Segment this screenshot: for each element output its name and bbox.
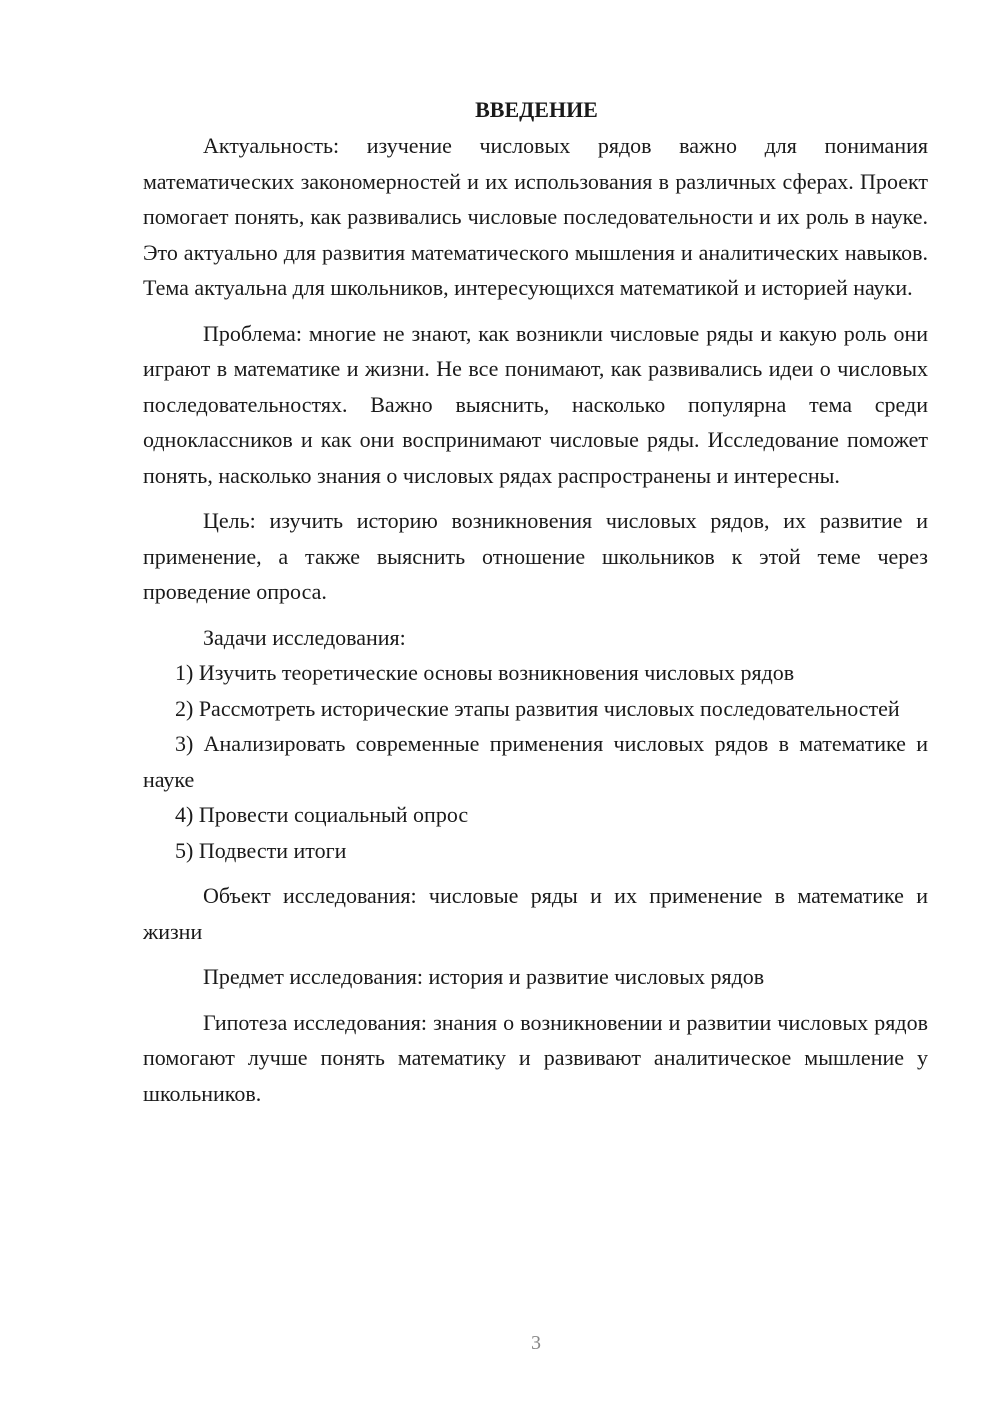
page-title: ВВЕДЕНИЕ (475, 97, 598, 122)
document-page (143, 92, 928, 1111)
page-number: 3 (531, 1332, 541, 1354)
task-item-2: 2) Рассмотреть исторические этапы развития числовых последовательностей (175, 695, 900, 721)
object-paragraph: Объект исследования: числовые ряды и их применение в математике и жизни (143, 883, 928, 944)
goal-paragraph: Цель: изучить историю возникновения числовых рядов, их развитие и применение, а также выяснить отношение школьников к этой теме через проведение опроса. (143, 508, 928, 604)
hypothesis-paragraph: Гипотеза исследования: знания о возникновении и развитии числовых рядов помогают лучше понять математику и развивают аналитическое мышление у школьников. (143, 1009, 928, 1106)
tasks-title: Задачи исследования: (203, 624, 406, 650)
task-item-5: 5) Подвести итоги (175, 837, 347, 863)
relevance-paragraph: Актуальность: изучение числовых рядов важно для понимания математических закономерностей и их использования в различных сферах. Проект помогает понять, как развивались числовые последовательности и их роль в науке. Это актуально для развития математического мышления и аналитических навыков. Тема актуальна для школьников, интересующихся математикой и историей науки. (143, 133, 928, 300)
task-item-3: 3) Анализировать современные применения числовых рядов в математике и науке (143, 731, 928, 792)
task-item-4: 4) Провести социальный опрос (175, 802, 469, 827)
problem-paragraph: Проблема: многие не знают, как возникли числовые ряды и какую роль они играют в математике и жизни. Не все понимают, как развивались идеи о числовых последовательностях. Важно выяснить, насколько популярна тема среди одноклассников и как они воспринимают числовые ряды. Исследование поможет понять, насколько знания о числовых рядах распространены и интересны. (143, 320, 928, 488)
task-item-1: 1) Изучить теоретические основы возникновения числовых рядов (175, 660, 795, 685)
subject-paragraph: Предмет исследования: история и развитие числовых рядов (203, 964, 765, 989)
